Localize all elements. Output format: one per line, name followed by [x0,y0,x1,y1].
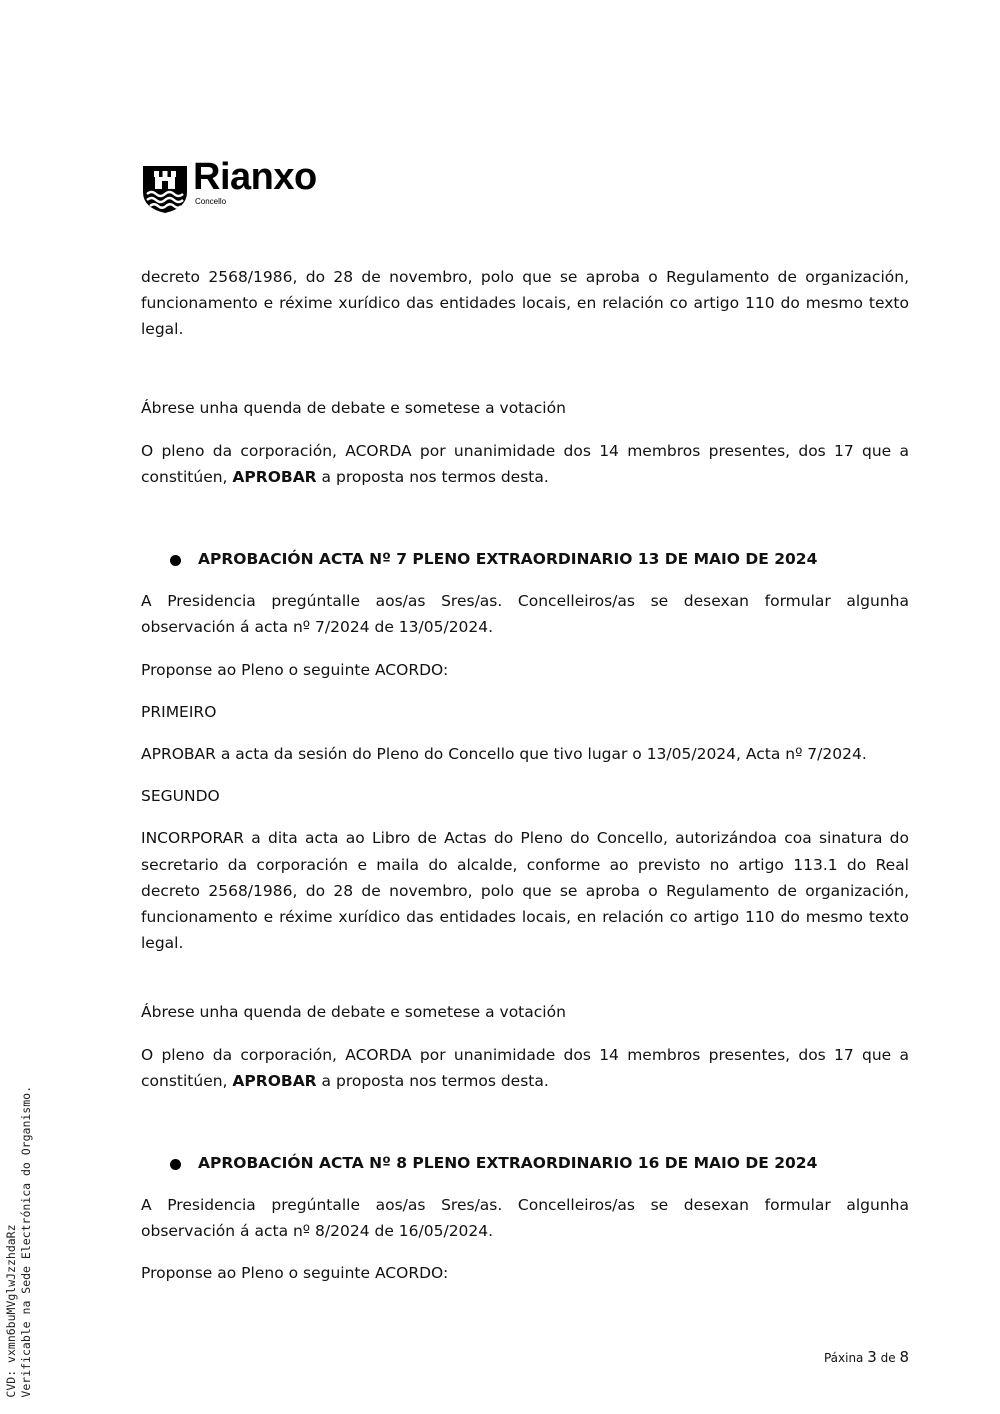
paragraph: A Presidencia pregúntalle aos/as Sres/as. Concelleiros/as se desexan formular algunha observación á acta nº 7/2024 de 13/05/2024. [141,592,909,637]
verification-code: CVD: vxmn6buMVglwJzzhdaRz Verificable na Sede Electrónica do Organismo. [4,1086,33,1398]
logo-subtitle: Concello [195,197,227,206]
paragraph: Ábrese unha quenda de debate e sometese a votación [141,398,566,417]
paragraph: PRIMEIRO [141,702,217,721]
document-body [141,264,909,1287]
paragraph: INCORPORAR a dita acta ao Libro de Actas do Pleno do Concello, autorizándoa coa sinatura do secretario da corporación e maila do alcalde, conforme ao previsto no artigo 113.1 do Real decreto 2568/1986, do 28 de novembro, polo que se aproba o Regulamento de organización, funcionamento e réxime xurídico das entidades locais, en relación co artigo 110 do mesmo texto legal. [141,829,909,953]
paragraph: O pleno da corporación, ACORDA por unanimidade dos 14 membros presentes, dos 17 que a constitúen, APROBAR a proposta nos termos desta. [141,1045,909,1090]
paragraph: Proponse ao Pleno o seguinte ACORDO: [141,1264,449,1283]
paragraph: Proponse ao Pleno o seguinte ACORDO: [141,660,449,679]
logo-wordmark: Rianxo [193,156,317,198]
section-heading: APROBACIÓN ACTA Nº 7 PLENO EXTRAORDINARIO 13 DE MAIO DE 2024 [141,546,909,572]
bullet-icon [170,1159,181,1170]
section-heading: APROBACIÓN ACTA Nº 8 PLENO EXTRAORDINARIO 16 DE MAIO DE 2024 [141,1150,909,1176]
paragraph: O pleno da corporación, ACORDA por unanimidade dos 14 membros presentes, dos 17 que a constitúen, APROBAR a proposta nos termos desta. [141,441,909,487]
page-number: Páxina 3 de 8 [823,1348,909,1366]
paragraph: APROBAR a acta da sesión do Pleno do Concello que tivo lugar o 13/05/2024, Acta nº 7/2024. [141,745,867,764]
concello-logo [141,156,351,216]
rianxo-shield-icon [141,162,189,214]
paragraph: SEGUNDO [141,787,220,806]
paragraph: A Presidencia pregúntalle aos/as Sres/as. Concelleiros/as se desexan formular algunha observación á acta nº 8/2024 de 16/05/2024. [141,1196,909,1241]
paragraph: Ábrese unha quenda de debate e sometese a votación [141,1003,566,1022]
paragraph: decreto 2568/1986, do 28 de novembro, polo que se aproba o Regulamento de organización, funcionamento e réxime xurídico das entidades locais, en relación co artigo 110 do mesmo texto legal. [141,268,909,339]
bullet-icon [170,555,181,566]
